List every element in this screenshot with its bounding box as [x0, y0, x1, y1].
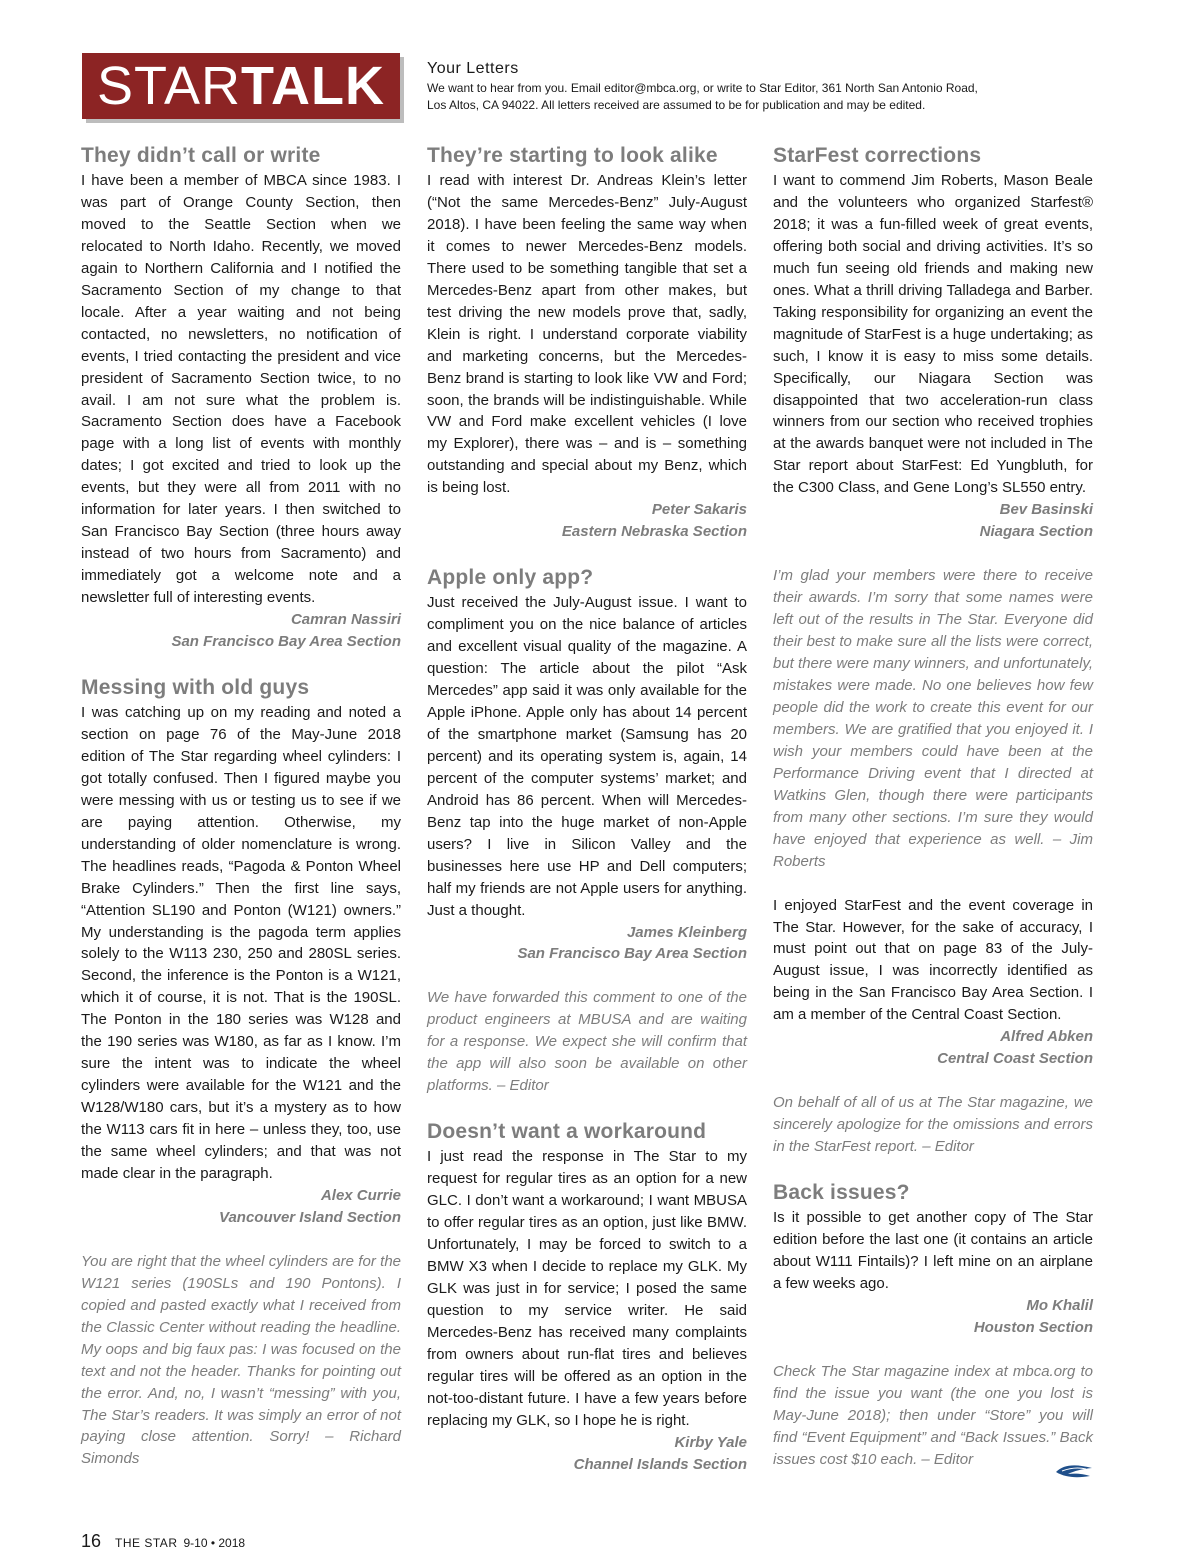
letter-section: Houston Section	[973, 1318, 1093, 1336]
letter-author: Bev Basinski	[999, 501, 1093, 519]
page-footer	[81, 1531, 245, 1552]
letter-heading: Doesn’t want a workaround	[427, 1120, 707, 1144]
startalk-logo	[82, 53, 400, 119]
letter-author: Kirby Yale	[674, 1433, 747, 1451]
letter-heading: StarFest corrections	[773, 144, 982, 167]
letter-author: Alex Currie	[320, 1186, 401, 1204]
letter-author: Camran Nassiri	[290, 611, 401, 629]
letter-heading: They didn’t call or write	[81, 144, 321, 167]
letter-section: San Francisco Bay Area Section	[171, 633, 401, 651]
letter-author: Alfred Abken	[1000, 1028, 1093, 1046]
letter-body: I enjoyed StarFest and the event coverage in The Star. However, for the sake of accuracy, I must point out that on page 83 of the July-August issue, I was incorrectly identified as being in the San Francisco Bay Area Section. I am a member of the Central Coast Section.	[773, 896, 1093, 1024]
editor-reply: You are right that the wheel cylinders are for the W121 series (190SLs and 190 Pontons). I copied and pasted exactly what I received from the Classic Center without reading the headline. My oops and big faux pas: I was focused on the text and not the header. Thanks for pointing out the error. And, no, I wasn’t “messing” with you, The Star’s readers. It was simply an error of not paying close attention. Sorry! – Richard Simonds	[81, 1252, 401, 1468]
letter-author: Peter Sakaris	[651, 501, 747, 519]
letter-heading: Messing with old guys	[81, 675, 310, 699]
letter-section: San Francisco Bay Area Section	[517, 945, 747, 963]
column-3	[773, 143, 1093, 1471]
letter-body: I have been a member of MBCA since 1983. I was part of Orange County Section, then moved to the Seattle Section when we relocated to North Idaho. Recently, we moved again to Northern California and I notified the Sacramento Section of my change to that locale. After a year waiting and not being contacted, no newsletters, no notification of events, I tried contacting the president and vice president of Sacramento Section twice, to no avail. I am not sure what the problem is. Sacramento Section does have a Facebook page with a long list of events with monthly dates; I got excited and tried to look up the events, but they were all from 2011 with no information for later years. I then switched to San Francisco Bay Section (three hours away instead of two hours from Sacramento) and immediately got a welcome note and a newsletter full of interesting events.	[81, 172, 401, 607]
logo-star-text: STAR	[97, 56, 242, 116]
column-2	[427, 143, 747, 1475]
page-number: 16	[81, 1531, 102, 1551]
letter-section: Channel Islands Section	[573, 1455, 747, 1473]
letter-body: I was catching up on my reading and noted a section on page 76 of the May-June 2018 edition of The Star regarding wheel cylinders: I got totally confused. Then I figured maybe you were messing with us or testing us to see if we are paying attention. Otherwise, my understanding of older nomenclature is wrong. The headlines reads, “Pagoda & Ponton Wheel Brake Cylinders.” Then the first line says, “Attention SL190 and Ponton (W121) owners.” My understanding is the pagoda term applies solely to the W113 230, 250 and 280SL series. Second, the inference is the Ponton is a W121, which it of course, it is not. That is the 190SL. The Ponton in the 180 series was W128 and the 190 series was W180, as far as I know. I’m sure the intent was to indicate the wheel cylinders were available for the W121 and the W128/W180 cars, but it’s a mystery as to how the W113 cars fit in here – unless they, too, use the same wheel cylinders; and that was not made clear in the paragraph.	[81, 703, 401, 1182]
editor-reply: I’m glad your members were there to receive their awards. I’m sorry that some names were left out of the results in The Star. Everyone did their best to make sure all the lists were correct, but there were many winners, and unfortunately, mistakes were made. No one believes how few people did the work to create this event for our members. We are gratified that you enjoyed it. I wish your members could have been at the Performance Driving event that I directed at Watkins Glen, though there were participants from many other sections. I’m sure they would have enjoyed that experience as well. – Jim Roberts	[773, 567, 1093, 870]
letter-author: Mo Khalil	[1026, 1296, 1093, 1314]
letter-heading: Apple only app?	[427, 566, 594, 590]
logo-talk-text: TALK	[241, 56, 385, 116]
editor-reply: We have forwarded this comment to one of the product engineers at MBUSA and are waiting for a response. We expect she will confirm that the app will also soon be available on other platforms. – Editor	[427, 989, 747, 1095]
letter-body: I read with interest Dr. Andreas Klein’s letter (“Not the same Mercedes-Benz” July-August 2018). I have been feeling the same way when it comes to newer Mercedes-Benz models. There used to be something tangible that set a Mercedes-Benz apart from other makes, but test driving the new models prove that, sadly, Klein is right. I understand corporate viability and marketing concerns, but the Mercedes-Benz brand is starting to look like VW and Ford; soon, the brands will be indistinguishable. While VW and Ford make excellent vehicles (I love my Explorer), there was – and is – something outstanding and special about my Benz, which is being lost.	[427, 172, 747, 497]
letter-heading: They’re starting to look alike	[427, 144, 718, 167]
letter-body: I just read the response in The Star to my request for regular tires as an option for a new GLC. I don’t want a workaround; I want MBUSA to offer regular tires as an option, just like BMW. Unfortunately, I may be forced to switch to a BMW X3 when I decide to replace my GLK. My GLK was just in for service; I posed the same question to my service writer. He said Mercedes-Benz has received many complaints from owners about run-flat tires and believes regular tires will be offered as an option in the not-too-distant future. I have a few years before replacing my GLK, so I hope he is right.	[427, 1148, 747, 1429]
intro-title: Your Letters	[427, 60, 519, 77]
magazine-name: THE STAR	[115, 1536, 178, 1550]
letter-body: Is it possible to get another copy of The Star edition before the last one (it contains an article about W111 Fintails)? I left mine on an airplane a few weeks ago.	[773, 1209, 1093, 1292]
letter-section: Niagara Section	[979, 523, 1093, 541]
letter-author: James Kleinberg	[626, 923, 747, 941]
star-end-mark-icon	[1054, 1462, 1094, 1480]
letter-section: Eastern Nebraska Section	[561, 523, 747, 541]
letter-body: I want to commend Jim Roberts, Mason Beale and the volunteers who organized Starfest® 2018; it was a fun-filled week of great events, offering both social and driving activities. It’s so much fun seeing old friends and making new ones. What a thrill driving Talladega and Barber. Taking responsibility for organizing an event the magnitude of StarFest is a huge undertaking; as such, I know it is easy to miss some details. Specifically, our Niagara Section was disappointed that two acceleration-run class winners from our section who received trophies at the awards banquet were not included in The Star report about StarFest: Ed Yungbluth, for the C300 Class, and Gene Long’s SL550 entry.	[773, 172, 1093, 497]
your-letters-intro	[427, 60, 987, 114]
column-1	[81, 143, 401, 1470]
letter-body: Just received the July-August issue. I want to compliment you on the nice balance of articles and excellent visual quality of the magazine. A question: The article about the pilot “Ask Mercedes” app said it was only available for the Apple iPhone. Apple only has about 14 percent of the smartphone market (Samsung has 20 percent) and its operating system is, again, 14 percent of the computer systems’ market; and Android has 86 percent. When will Mercedes-Benz tap into the huge market of non-Apple users? I live in Silicon Valley and the businesses here use HP and Dell computers; half my friends are not Apple users for anything. Just a thought.	[427, 594, 747, 919]
letter-section: Central Coast Section	[937, 1050, 1093, 1068]
letter-heading: Back issues?	[773, 1181, 910, 1205]
editor-reply: On behalf of all of us at The Star magazine, we sincerely apologize for the omissions and errors in the StarFest report. – Editor	[773, 1094, 1093, 1156]
letter-section: Vancouver Island Section	[219, 1208, 401, 1226]
intro-text: We want to hear from you. Email editor@mbca.org, or write to Star Editor, 361 North San Antonio Road, Los Altos, CA 94022. All letters received are assumed to be for publication and may be edited.	[427, 81, 978, 112]
issue-date: 9-10 • 2018	[183, 1536, 246, 1550]
editor-reply: Check The Star magazine index at mbca.org to find the issue you want (the one you lost is May-June 2018); then under “Store” you will find “Event Equipment” and “Back Issues.” Back issues cost $10 each. – Editor	[773, 1362, 1093, 1468]
